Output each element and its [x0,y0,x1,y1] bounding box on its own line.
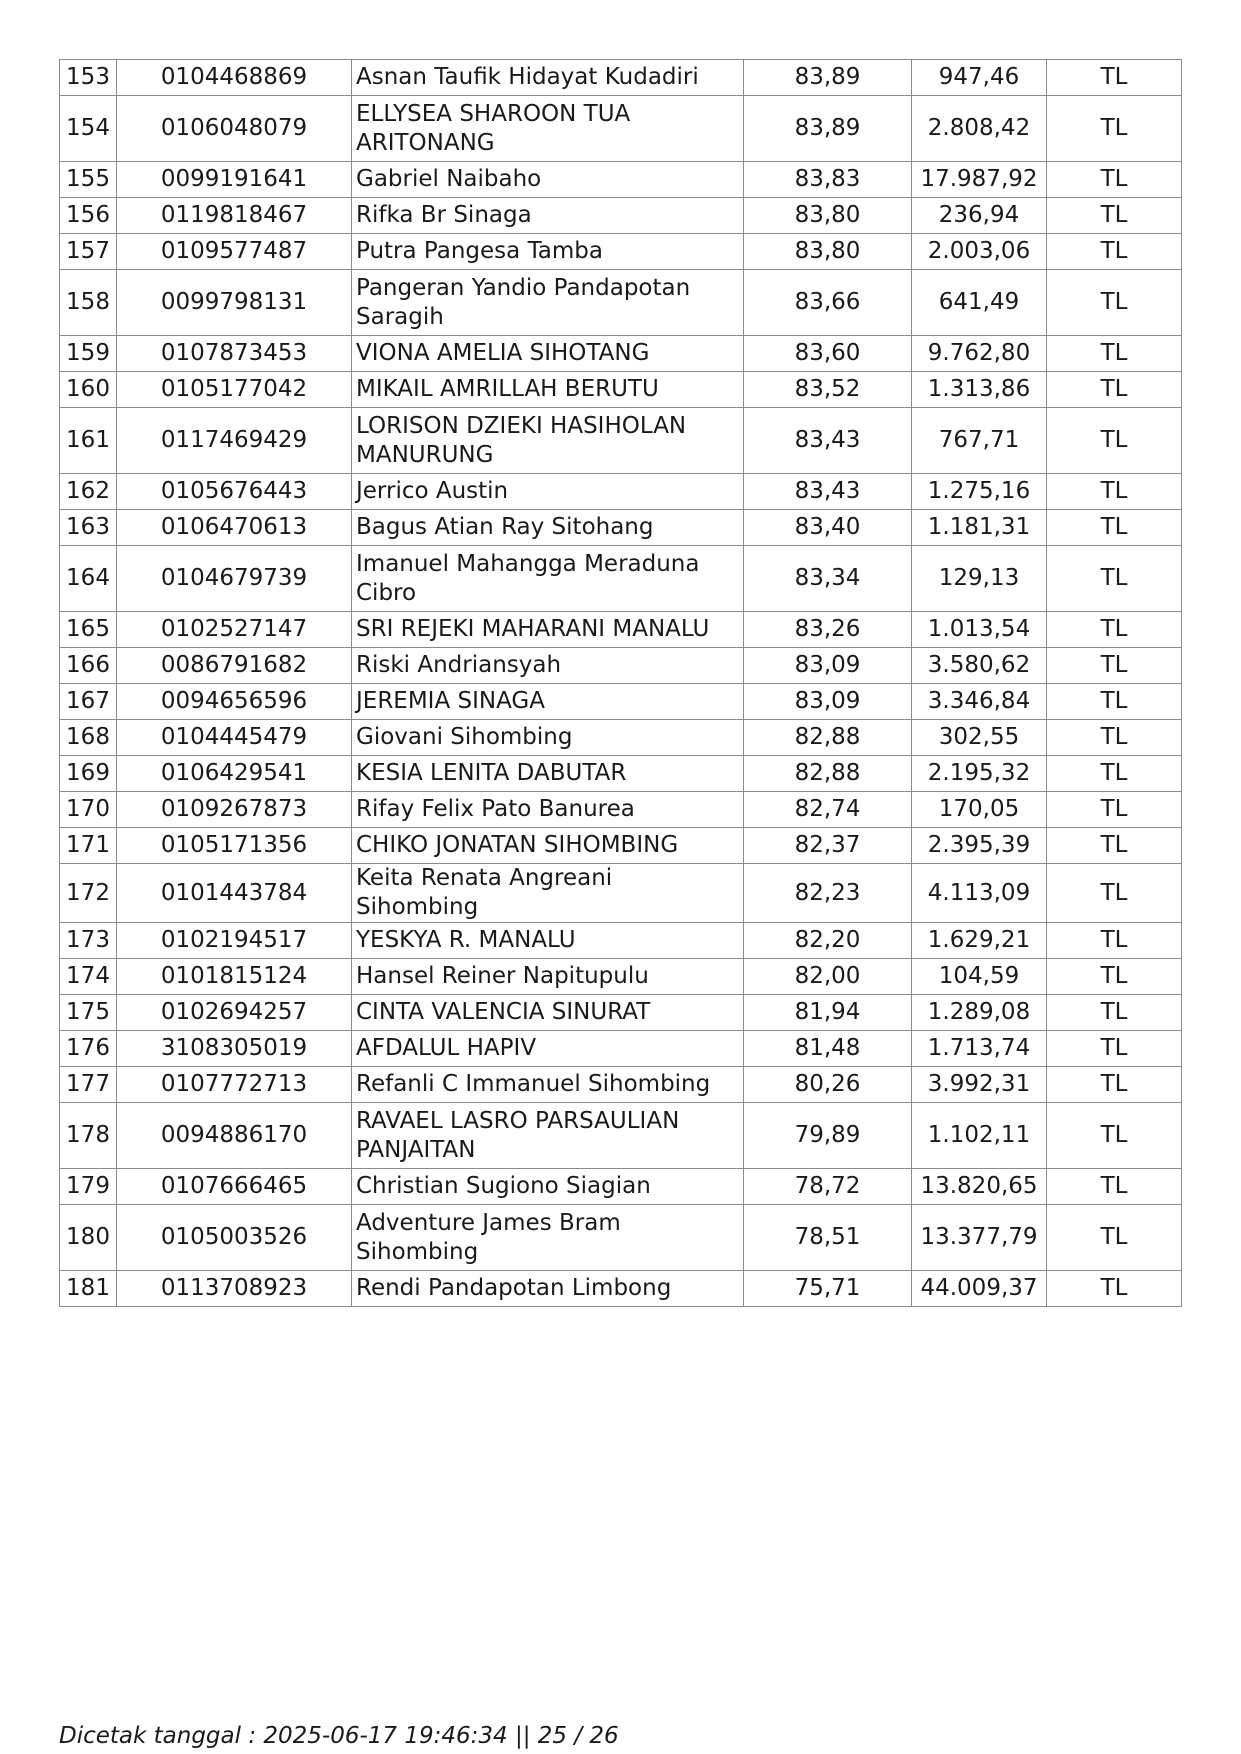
row-number-cell: 170 [60,792,117,828]
student-id-cell: 0107666465 [117,1169,352,1205]
row-number-cell: 176 [60,1031,117,1067]
table-row [60,828,1182,864]
student-id-cell: 0117469429 [117,408,352,474]
student-id-cell: 0099191641 [117,162,352,198]
table-body [60,60,1182,1307]
status-cell: TL [1047,959,1182,995]
status-cell: TL [1047,1271,1182,1307]
distance-cell: 3.580,62 [912,648,1047,684]
status-cell: TL [1047,792,1182,828]
score-cell: 78,51 [744,1205,912,1271]
distance-cell: 1.289,08 [912,995,1047,1031]
table-row [60,510,1182,546]
distance-cell: 104,59 [912,959,1047,995]
status-cell: TL [1047,162,1182,198]
score-cell: 79,89 [744,1103,912,1169]
student-id-cell: 3108305019 [117,1031,352,1067]
row-number-cell: 164 [60,546,117,612]
student-name-cell: Riski Andriansyah [352,648,744,684]
status-cell: TL [1047,198,1182,234]
distance-cell: 2.808,42 [912,96,1047,162]
status-cell: TL [1047,96,1182,162]
status-cell: TL [1047,612,1182,648]
student-name-cell: Rifay Felix Pato Banurea [352,792,744,828]
student-id-cell: 0105676443 [117,474,352,510]
table-row [60,720,1182,756]
student-name-cell: RAVAEL LASRO PARSAULIAN PANJAITAN [352,1103,744,1169]
student-name-cell: Asnan Taufik Hidayat Kudadiri [352,60,744,96]
table-row [60,546,1182,612]
distance-cell: 1.275,16 [912,474,1047,510]
status-cell: TL [1047,720,1182,756]
student-id-cell: 0109577487 [117,234,352,270]
score-cell: 83,80 [744,234,912,270]
student-name-cell: Jerrico Austin [352,474,744,510]
row-number-cell: 159 [60,336,117,372]
student-name-cell: Keita Renata Angreani Sihombing [352,864,744,923]
score-cell: 83,52 [744,372,912,408]
row-number-cell: 180 [60,1205,117,1271]
distance-cell: 44.009,37 [912,1271,1047,1307]
score-cell: 83,43 [744,408,912,474]
status-cell: TL [1047,1169,1182,1205]
table-row [60,408,1182,474]
student-name-cell: Hansel Reiner Napitupulu [352,959,744,995]
status-cell: TL [1047,408,1182,474]
student-id-cell: 0106048079 [117,96,352,162]
student-id-cell: 0105171356 [117,828,352,864]
distance-cell: 129,13 [912,546,1047,612]
status-cell: TL [1047,474,1182,510]
student-name-cell: CINTA VALENCIA SINURAT [352,995,744,1031]
row-number-cell: 165 [60,612,117,648]
student-id-cell: 0086791682 [117,648,352,684]
status-cell: TL [1047,270,1182,336]
distance-cell: 1.181,31 [912,510,1047,546]
row-number-cell: 168 [60,720,117,756]
distance-cell: 1.013,54 [912,612,1047,648]
status-cell: TL [1047,923,1182,959]
student-name-cell: LORISON DZIEKI HASIHOLAN MANURUNG [352,408,744,474]
distance-cell: 2.395,39 [912,828,1047,864]
student-id-cell: 0099798131 [117,270,352,336]
table-row [60,372,1182,408]
student-name-cell: AFDALUL HAPIV [352,1031,744,1067]
score-cell: 83,43 [744,474,912,510]
status-cell: TL [1047,684,1182,720]
student-name-cell: Bagus Atian Ray Sitohang [352,510,744,546]
row-number-cell: 169 [60,756,117,792]
table-row [60,96,1182,162]
student-id-cell: 0094656596 [117,684,352,720]
student-id-cell: 0101815124 [117,959,352,995]
score-cell: 82,88 [744,720,912,756]
student-name-cell: Giovani Sihombing [352,720,744,756]
student-name-cell: JEREMIA SINAGA [352,684,744,720]
student-id-cell: 0101443784 [117,864,352,923]
score-cell: 82,23 [744,864,912,923]
row-number-cell: 163 [60,510,117,546]
score-cell: 82,88 [744,756,912,792]
score-cell: 82,00 [744,959,912,995]
table-row [60,864,1182,923]
table-row [60,1205,1182,1271]
status-cell: TL [1047,234,1182,270]
distance-cell: 3.992,31 [912,1067,1047,1103]
status-cell: TL [1047,546,1182,612]
row-number-cell: 179 [60,1169,117,1205]
table-row [60,198,1182,234]
distance-cell: 1.629,21 [912,923,1047,959]
row-number-cell: 153 [60,60,117,96]
distance-cell: 2.195,32 [912,756,1047,792]
row-number-cell: 175 [60,995,117,1031]
student-name-cell: Rendi Pandapotan Limbong [352,1271,744,1307]
student-name-cell: Christian Sugiono Siagian [352,1169,744,1205]
table-row [60,756,1182,792]
row-number-cell: 172 [60,864,117,923]
student-name-cell: MIKAIL AMRILLAH BERUTU [352,372,744,408]
row-number-cell: 178 [60,1103,117,1169]
table-row [60,684,1182,720]
score-cell: 83,89 [744,60,912,96]
status-cell: TL [1047,828,1182,864]
distance-cell: 947,46 [912,60,1047,96]
row-number-cell: 158 [60,270,117,336]
distance-cell: 170,05 [912,792,1047,828]
status-cell: TL [1047,864,1182,923]
score-cell: 82,20 [744,923,912,959]
score-cell: 83,66 [744,270,912,336]
student-id-cell: 0107873453 [117,336,352,372]
score-cell: 83,40 [744,510,912,546]
score-cell: 82,37 [744,828,912,864]
table-row [60,1103,1182,1169]
distance-cell: 13.377,79 [912,1205,1047,1271]
status-cell: TL [1047,336,1182,372]
score-cell: 83,26 [744,612,912,648]
row-number-cell: 166 [60,648,117,684]
student-id-cell: 0105003526 [117,1205,352,1271]
distance-cell: 4.113,09 [912,864,1047,923]
score-cell: 82,74 [744,792,912,828]
status-cell: TL [1047,1031,1182,1067]
row-number-cell: 155 [60,162,117,198]
status-cell: TL [1047,510,1182,546]
status-cell: TL [1047,372,1182,408]
row-number-cell: 154 [60,96,117,162]
distance-cell: 236,94 [912,198,1047,234]
row-number-cell: 167 [60,684,117,720]
table-row [60,1067,1182,1103]
score-cell: 78,72 [744,1169,912,1205]
student-id-cell: 0109267873 [117,792,352,828]
table-row [60,792,1182,828]
score-cell: 83,09 [744,684,912,720]
distance-cell: 1.102,11 [912,1103,1047,1169]
table-row [60,60,1182,96]
status-cell: TL [1047,995,1182,1031]
score-cell: 81,94 [744,995,912,1031]
table-row [60,995,1182,1031]
score-cell: 83,60 [744,336,912,372]
row-number-cell: 160 [60,372,117,408]
status-cell: TL [1047,1103,1182,1169]
table-row [60,1031,1182,1067]
student-name-cell: Gabriel Naibaho [352,162,744,198]
row-number-cell: 157 [60,234,117,270]
student-id-cell: 0102694257 [117,995,352,1031]
score-cell: 83,83 [744,162,912,198]
student-id-cell: 0119818467 [117,198,352,234]
table-row [60,1271,1182,1307]
score-cell: 81,48 [744,1031,912,1067]
row-number-cell: 156 [60,198,117,234]
score-cell: 83,34 [744,546,912,612]
table-row [60,474,1182,510]
student-id-cell: 0106429541 [117,756,352,792]
table-row [60,336,1182,372]
score-cell: 83,89 [744,96,912,162]
student-id-cell: 0105177042 [117,372,352,408]
row-number-cell: 181 [60,1271,117,1307]
distance-cell: 3.346,84 [912,684,1047,720]
student-id-cell: 0102527147 [117,612,352,648]
distance-cell: 17.987,92 [912,162,1047,198]
status-cell: TL [1047,60,1182,96]
student-name-cell: Imanuel Mahangga Meraduna Cibro [352,546,744,612]
table-row [60,612,1182,648]
distance-cell: 302,55 [912,720,1047,756]
student-name-cell: Adventure James Bram Sihombing [352,1205,744,1271]
results-table [59,59,1182,1307]
table-row [60,162,1182,198]
distance-cell: 641,49 [912,270,1047,336]
student-name-cell: Rifka Br Sinaga [352,198,744,234]
score-cell: 83,09 [744,648,912,684]
status-cell: TL [1047,1067,1182,1103]
student-id-cell: 0094886170 [117,1103,352,1169]
student-id-cell: 0104445479 [117,720,352,756]
row-number-cell: 177 [60,1067,117,1103]
student-name-cell: VIONA AMELIA SIHOTANG [352,336,744,372]
distance-cell: 767,71 [912,408,1047,474]
student-name-cell: SRI REJEKI MAHARANI MANALU [352,612,744,648]
distance-cell: 2.003,06 [912,234,1047,270]
table-row [60,234,1182,270]
distance-cell: 13.820,65 [912,1169,1047,1205]
table-row [60,270,1182,336]
student-name-cell: Putra Pangesa Tamba [352,234,744,270]
status-cell: TL [1047,648,1182,684]
student-id-cell: 0104679739 [117,546,352,612]
score-cell: 83,80 [744,198,912,234]
row-number-cell: 161 [60,408,117,474]
student-name-cell: YESKYA R. MANALU [352,923,744,959]
student-id-cell: 0102194517 [117,923,352,959]
student-id-cell: 0113708923 [117,1271,352,1307]
student-name-cell: KESIA LENITA DABUTAR [352,756,744,792]
student-name-cell: Pangeran Yandio Pandapotan Saragih [352,270,744,336]
table-row [60,923,1182,959]
row-number-cell: 174 [60,959,117,995]
row-number-cell: 171 [60,828,117,864]
distance-cell: 1.313,86 [912,372,1047,408]
status-cell: TL [1047,1205,1182,1271]
score-cell: 75,71 [744,1271,912,1307]
table-row [60,648,1182,684]
row-number-cell: 173 [60,923,117,959]
distance-cell: 1.713,74 [912,1031,1047,1067]
table-row [60,1169,1182,1205]
student-name-cell: ELLYSEA SHAROON TUA ARITONANG [352,96,744,162]
student-id-cell: 0107772713 [117,1067,352,1103]
print-footer: Dicetak tanggal : 2025-06-17 19:46:34 || 25 / 26 [59,1723,619,1749]
student-name-cell: CHIKO JONATAN SIHOMBING [352,828,744,864]
row-number-cell: 162 [60,474,117,510]
student-id-cell: 0104468869 [117,60,352,96]
table-row [60,959,1182,995]
distance-cell: 9.762,80 [912,336,1047,372]
student-id-cell: 0106470613 [117,510,352,546]
status-cell: TL [1047,756,1182,792]
student-name-cell: Refanli C Immanuel Sihombing [352,1067,744,1103]
score-cell: 80,26 [744,1067,912,1103]
